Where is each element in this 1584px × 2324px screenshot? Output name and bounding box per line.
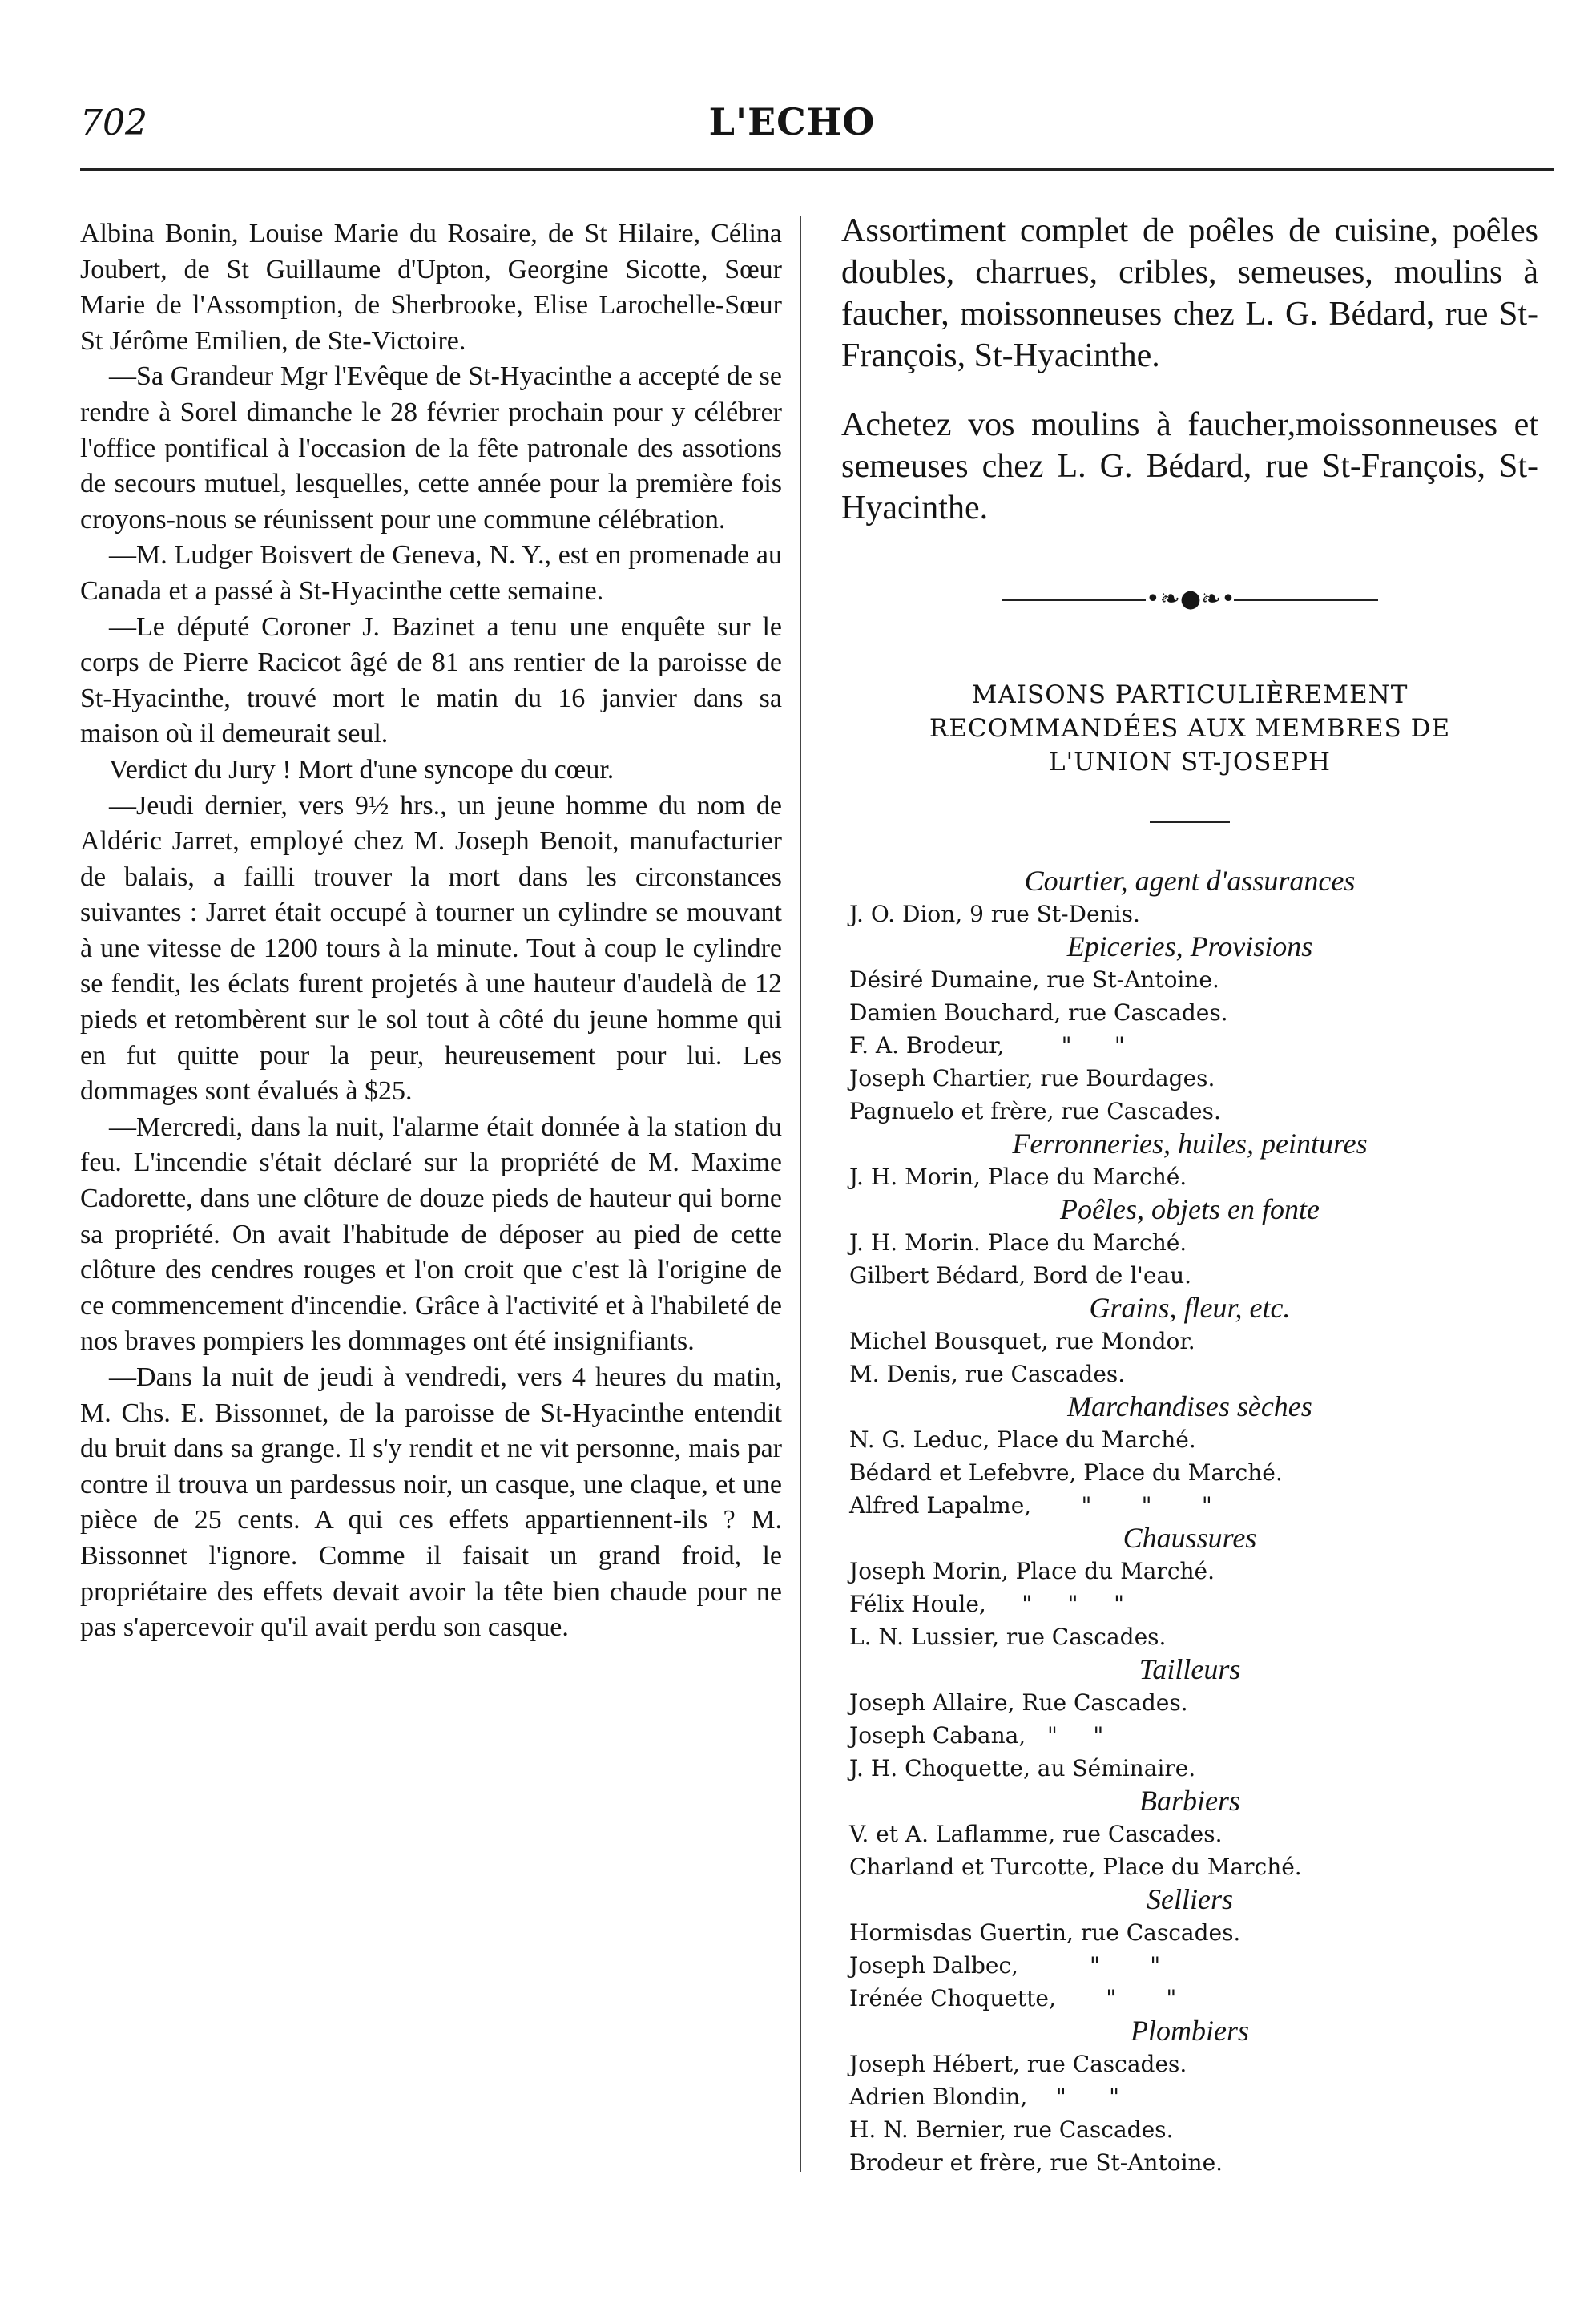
news-paragraph: —Sa Grandeur Mgr l'Evêque de St-Hyacinthe a accepté de se rendre à Sorel dimanche le 28 février prochain pour y célébrer l'office pontifical à l'occasion de la fête patronale des assotions de secours mutuel, lesquelles, cette année pour la première fois croyons-nous se réunissent pour une commune célébration.	[80, 361, 782, 535]
news-paragraph: —Jeudi dernier, vers 9½ hrs., un jeune homme du nom de Aldéric Jarret, employé chez M. Joseph Benoit, manufacturier de balais, a failli trouver la mort dans les circonstances suivantes : Jarret était occupé à tourner un cylindre se mouvant à une vitesse de 1200 tours à la minute. Tout à coup le cylindre se fendit, les éclats furent projetés à une hauteur d'audelà de 12 pieds et retombèrent sur le sol tout à côté du jeune homme qui en fut quitte pour la peur, heureusement pour lui. Les dommages sont évalués à $25.	[80, 790, 782, 1107]
directory-entry: J. H. Choquette, au Séminaire.	[849, 1755, 1196, 1781]
directory-entry: Joseph Hébert, rue Cascades.	[849, 2051, 1187, 2077]
directory-category: Courtier, agent d'assurances	[1024, 865, 1356, 897]
directory-entry: F. A. Brodeur, " "	[849, 1032, 1125, 1059]
directory-entry: Joseph Chartier, rue Bourdages.	[849, 1065, 1215, 1091]
business-directory	[841, 865, 1538, 2179]
news-paragraph: Albina Bonin, Louise Marie du Rosaire, de St Hilaire, Célina Joubert, de St Guillaume d'Upton, Georgine Sicotte, Sœur Marie de l'Assomption, de Sherbrooke, Elise Larochelle-Sœur St Jérôme Emilien, de Ste-Victoire.	[80, 219, 782, 356]
ornament-line-left	[1002, 599, 1146, 601]
directory-entry: Adrien Blondin, " "	[849, 2084, 1119, 2110]
ornament-icon: •❧●❧•	[1146, 585, 1235, 613]
title-line: RECOMMANDÉES AUX MEMBRES DE	[929, 714, 1451, 743]
ornament-divider	[841, 583, 1538, 615]
news-paragraph: —M. Ludger Boisvert de Geneva, N. Y., est en promenade au Canada et a passé à St-Hyacinthe cette semaine.	[80, 540, 782, 606]
directory-entry: Charland et Turcotte, Place du Marché.	[849, 1854, 1302, 1880]
directory-category: Selliers	[1147, 1883, 1233, 1915]
directory-entry: Joseph Morin, Place du Marché.	[849, 1558, 1215, 1584]
directory-entry: Pagnuelo et frère, rue Cascades.	[849, 1098, 1221, 1124]
ornament-line-right	[1234, 599, 1378, 601]
directory-category: Plombiers	[1131, 2015, 1249, 2047]
directory-entry: Irénée Choquette, " "	[849, 1985, 1177, 2011]
recommended-houses-title	[841, 678, 1538, 779]
directory-category: Epiceries, Provisions	[1066, 930, 1313, 962]
news-paragraph: —Dans la nuit de jeudi à vendredi, vers 4 heures du matin, M. Chs. E. Bissonnet, de la paroisse de St-Hyacinthe entendit du bruit dans sa grange. Il s'y rendit et ne vit personne, mais par contre il trouva un pardessus noir, un casque, une claque, et une pièce de 25 cents. A qui ces effets appartiennent-ils ? M. Bissonnet l'ignore. Comme il faisait un grand froid, le propriétaire des effets devait avoir la tête bien chaude pour ne pas s'apercevoir qu'il avait perdu son casque.	[80, 1362, 782, 1643]
directory-category: Poêles, objets en fonte	[1060, 1193, 1320, 1225]
directory-category: Grains, fleur, etc.	[1089, 1292, 1291, 1324]
news-paragraph: —Le député Coroner J. Bazinet a tenu une enquête sur le corps de Pierre Racicot âgé de 81 ans rentier de la paroisse de St-Hyacinthe, trouvé mort le matin du 16 janvier dans sa maison où il demeurait seul.	[80, 611, 782, 749]
directory-category: Marchandises sèches	[1067, 1390, 1312, 1422]
directory-category: Ferronneries, huiles, peintures	[1012, 1128, 1368, 1160]
directory-category: Tailleurs	[1139, 1653, 1241, 1685]
directory-entry: Désiré Dumaine, rue St-Antoine.	[849, 966, 1219, 993]
directory-entry: H. N. Bernier, rue Cascades.	[849, 2116, 1174, 2143]
directory-entry: Brodeur et frère, rue St-Antoine.	[849, 2149, 1223, 2176]
news-paragraph: Verdict du Jury ! Mort d'une syncope du cœur.	[109, 754, 615, 785]
short-rule	[1150, 821, 1230, 823]
running-title: L'ECHO	[708, 100, 876, 143]
directory-entry: M. Denis, rue Cascades.	[849, 1361, 1126, 1387]
directory-entry: Joseph Allaire, Rue Cascades.	[849, 1689, 1188, 1716]
directory-entry: N. G. Leduc, Place du Marché.	[849, 1426, 1196, 1453]
page-number: 702	[80, 103, 147, 143]
directory-entry: Michel Bousquet, rue Mondor.	[849, 1328, 1195, 1354]
directory-entry: L. N. Lussier, rue Cascades.	[849, 1624, 1167, 1650]
news-paragraph: —Mercredi, dans la nuit, l'alarme était donnée à la station du feu. L'incendie s'était déclaré sur la propriété de M. Maxime Cadorette, dans une clôture de douze pieds de hauteur qui borne sa propriété. On avait l'habitude de déposer au pied de cette clôture des cendres rouges et l'on croit que c'est là l'origine de ce commencement d'incendie. Grâce à l'activité et à l'habileté de nos braves pompiers les dommages ont été insignifiants.	[80, 1112, 782, 1357]
directory-entry: V. et A. Laflamme, rue Cascades.	[849, 1821, 1223, 1847]
title-line: L'UNION ST-JOSEPH	[1049, 748, 1331, 777]
directory-entry: J. H. Morin, Place du Marché.	[849, 1164, 1187, 1190]
directory-entry: J. H. Morin. Place du Marché.	[849, 1229, 1187, 1256]
directory-category: Chaussures	[1123, 1522, 1257, 1554]
directory-entry: Damien Bouchard, rue Cascades.	[849, 999, 1228, 1026]
directory-entry: J. O. Dion, 9 rue St-Denis.	[849, 901, 1140, 927]
directory-entry: Félix Houle, " " "	[849, 1591, 1124, 1617]
header-rule	[80, 168, 1554, 171]
page-header	[0, 0, 1584, 184]
directory-entry: Gilbert Bédard, Bord de l'eau.	[849, 1262, 1192, 1289]
column-divider	[800, 216, 801, 2172]
directory-entry: Joseph Dalbec, " "	[849, 1952, 1161, 1979]
directory-category: Barbiers	[1139, 1785, 1240, 1817]
directory-entry: Bédard et Lefebvre, Place du Marché.	[849, 1459, 1283, 1486]
advertisement: Achetez vos moulins à faucher,moissonneuses et semeuses chez L. G. Bédard, rue St-François, St-Hyacinthe.	[841, 406, 1538, 527]
left-column	[80, 216, 782, 1646]
directory-entry: Hormisdas Guertin, rue Cascades.	[849, 1919, 1241, 1946]
advertisement: Assortiment complet de poêles de cuisine, poêles doubles, charrues, cribles, semeuses, moulins à faucher, moissonneuses chez L. G. Bédard, rue St-François, St-Hyacinthe.	[841, 212, 1538, 374]
right-column	[841, 210, 1538, 2179]
directory-entry: Joseph Cabana, " "	[849, 1722, 1104, 1749]
directory-entry: Alfred Lapalme, " " "	[849, 1492, 1212, 1519]
title-line: MAISONS PARTICULIÈREMENT	[971, 680, 1409, 709]
